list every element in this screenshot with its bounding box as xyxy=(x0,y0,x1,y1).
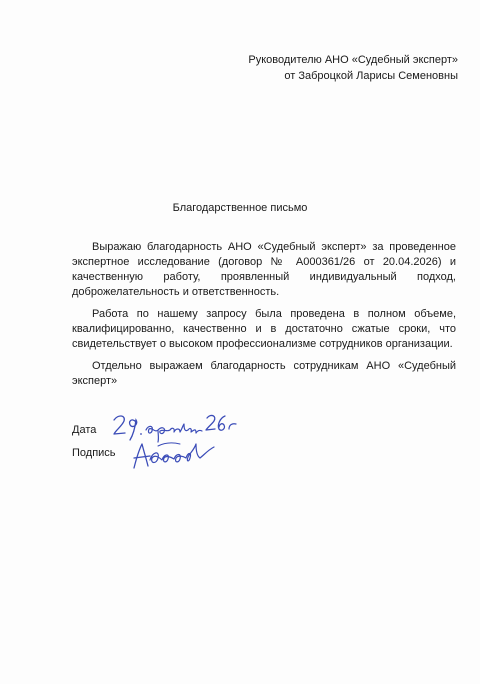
handwritten-signature xyxy=(128,438,218,472)
signature-label: Подпись xyxy=(72,447,116,459)
paragraph-gratitude: Выражаю благодарность АНО «Судебный эксперт» за проведенное экспертное исследование (договор № А000361/26 от 20.04.2026) и качественную работу, проявленный индивидуальный подход, доброжелательность и ответственность. xyxy=(72,241,456,298)
letter-title: Благодарственное письмо xyxy=(172,202,308,214)
date-label: Дата xyxy=(72,424,97,436)
paragraph-staff-thanks: Отдельно выражаем благодарность сотрудникам АНО «Судебный эксперт» xyxy=(72,360,456,387)
addressee-recipient: Руководителю АНО «Судебный эксперт» xyxy=(248,54,458,66)
addressee-block xyxy=(198,52,458,84)
paragraph-work-quality: Работа по нашему запросу была проведена в полном объеме, квалифицированно, качественно и в достаточно сжатые сроки, что свидетельствует о высоком профессионализме сотрудников организации. xyxy=(72,308,456,350)
addressee-sender: от Заброцкой Ларисы Семеновны xyxy=(284,70,458,82)
